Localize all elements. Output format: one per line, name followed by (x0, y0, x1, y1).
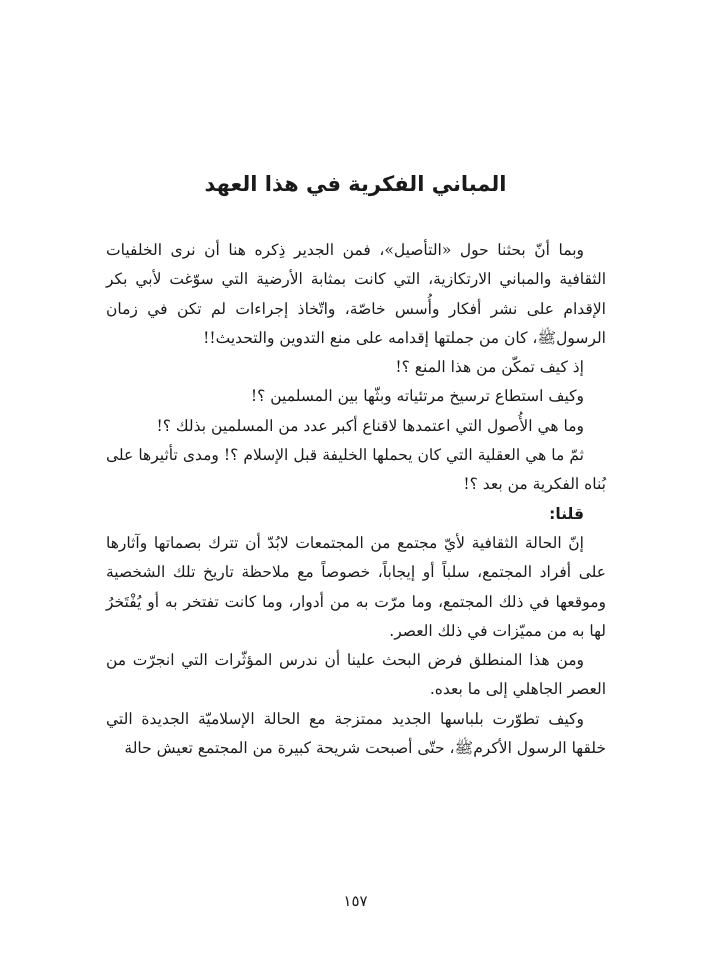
section-heading: قلنا: (549, 504, 584, 523)
paragraph: إذ كيف تمكّن من هذا المنع ؟! (395, 358, 584, 377)
paragraph: ثمّ ما هي العقلية التي كان يحملها الخليفة قبل الإسلام ؟! ومدى تأثيرها على بُناه الفكرية من بعد ؟! (106, 446, 606, 494)
page-number: ١٥٧ (343, 892, 368, 910)
body-text (106, 236, 606, 763)
paragraph: وبما أنّ بحثنا حول «التأصيل»، فمن الجدير ذِكره هنا أن نرى الخلفيات الثقافية والمباني الارتكازية، التي كانت بمثابة الأرضية التي سوّغت لأبي بكر الإقدام على نشر أفكار وأُسس خاصّة، واتّخاذ إجراءات لم تكن في زمان الرسولﷺ، كان من جملتها إقدامه على منع التدوين والتحديث!! (106, 241, 606, 347)
paragraph: وكيف استطاع ترسيخ مرتئياته وبثّها بين المسلمين ؟! (250, 387, 584, 406)
chapter-title: المباني الفكرية في هذا العهد (204, 172, 507, 196)
paragraph: وما هي الأُصول التي اعتمدها لاقناع أكبر عدد من المسلمين بذلك ؟! (156, 416, 584, 435)
paragraph: إنّ الحالة الثقافية لأيّ مجتمع من المجتمعات لابُدّ أن تترك بصماتها وآثارها على أفراد المجتمع، سلباً أو إيجاباً، خصوصاً مع ملاحظة تاريخ تلك الشخصية وموقعها في ذلك المجتمع، وما مرّت به من أدوار، وما كانت تفتخر به أو يُفْتَخرُ لها به من مميّزات في ذلك العصر. (106, 533, 606, 640)
paragraph: وكيف تطوّرت بلباسها الجديد ممتزجة مع الحالة الإسلاميّة الجديدة التي خلقها الرسول الأكرمﷺ، حتّى أصبحت شريحة كبيرة من المجتمع تعيش حالة (106, 709, 606, 758)
paragraph: ومن هذا المنطلق فرض البحث علينا أن ندرس المؤثّرات التي انجرّت من العصر الجاهلي إلى ما بعده. (106, 651, 606, 699)
